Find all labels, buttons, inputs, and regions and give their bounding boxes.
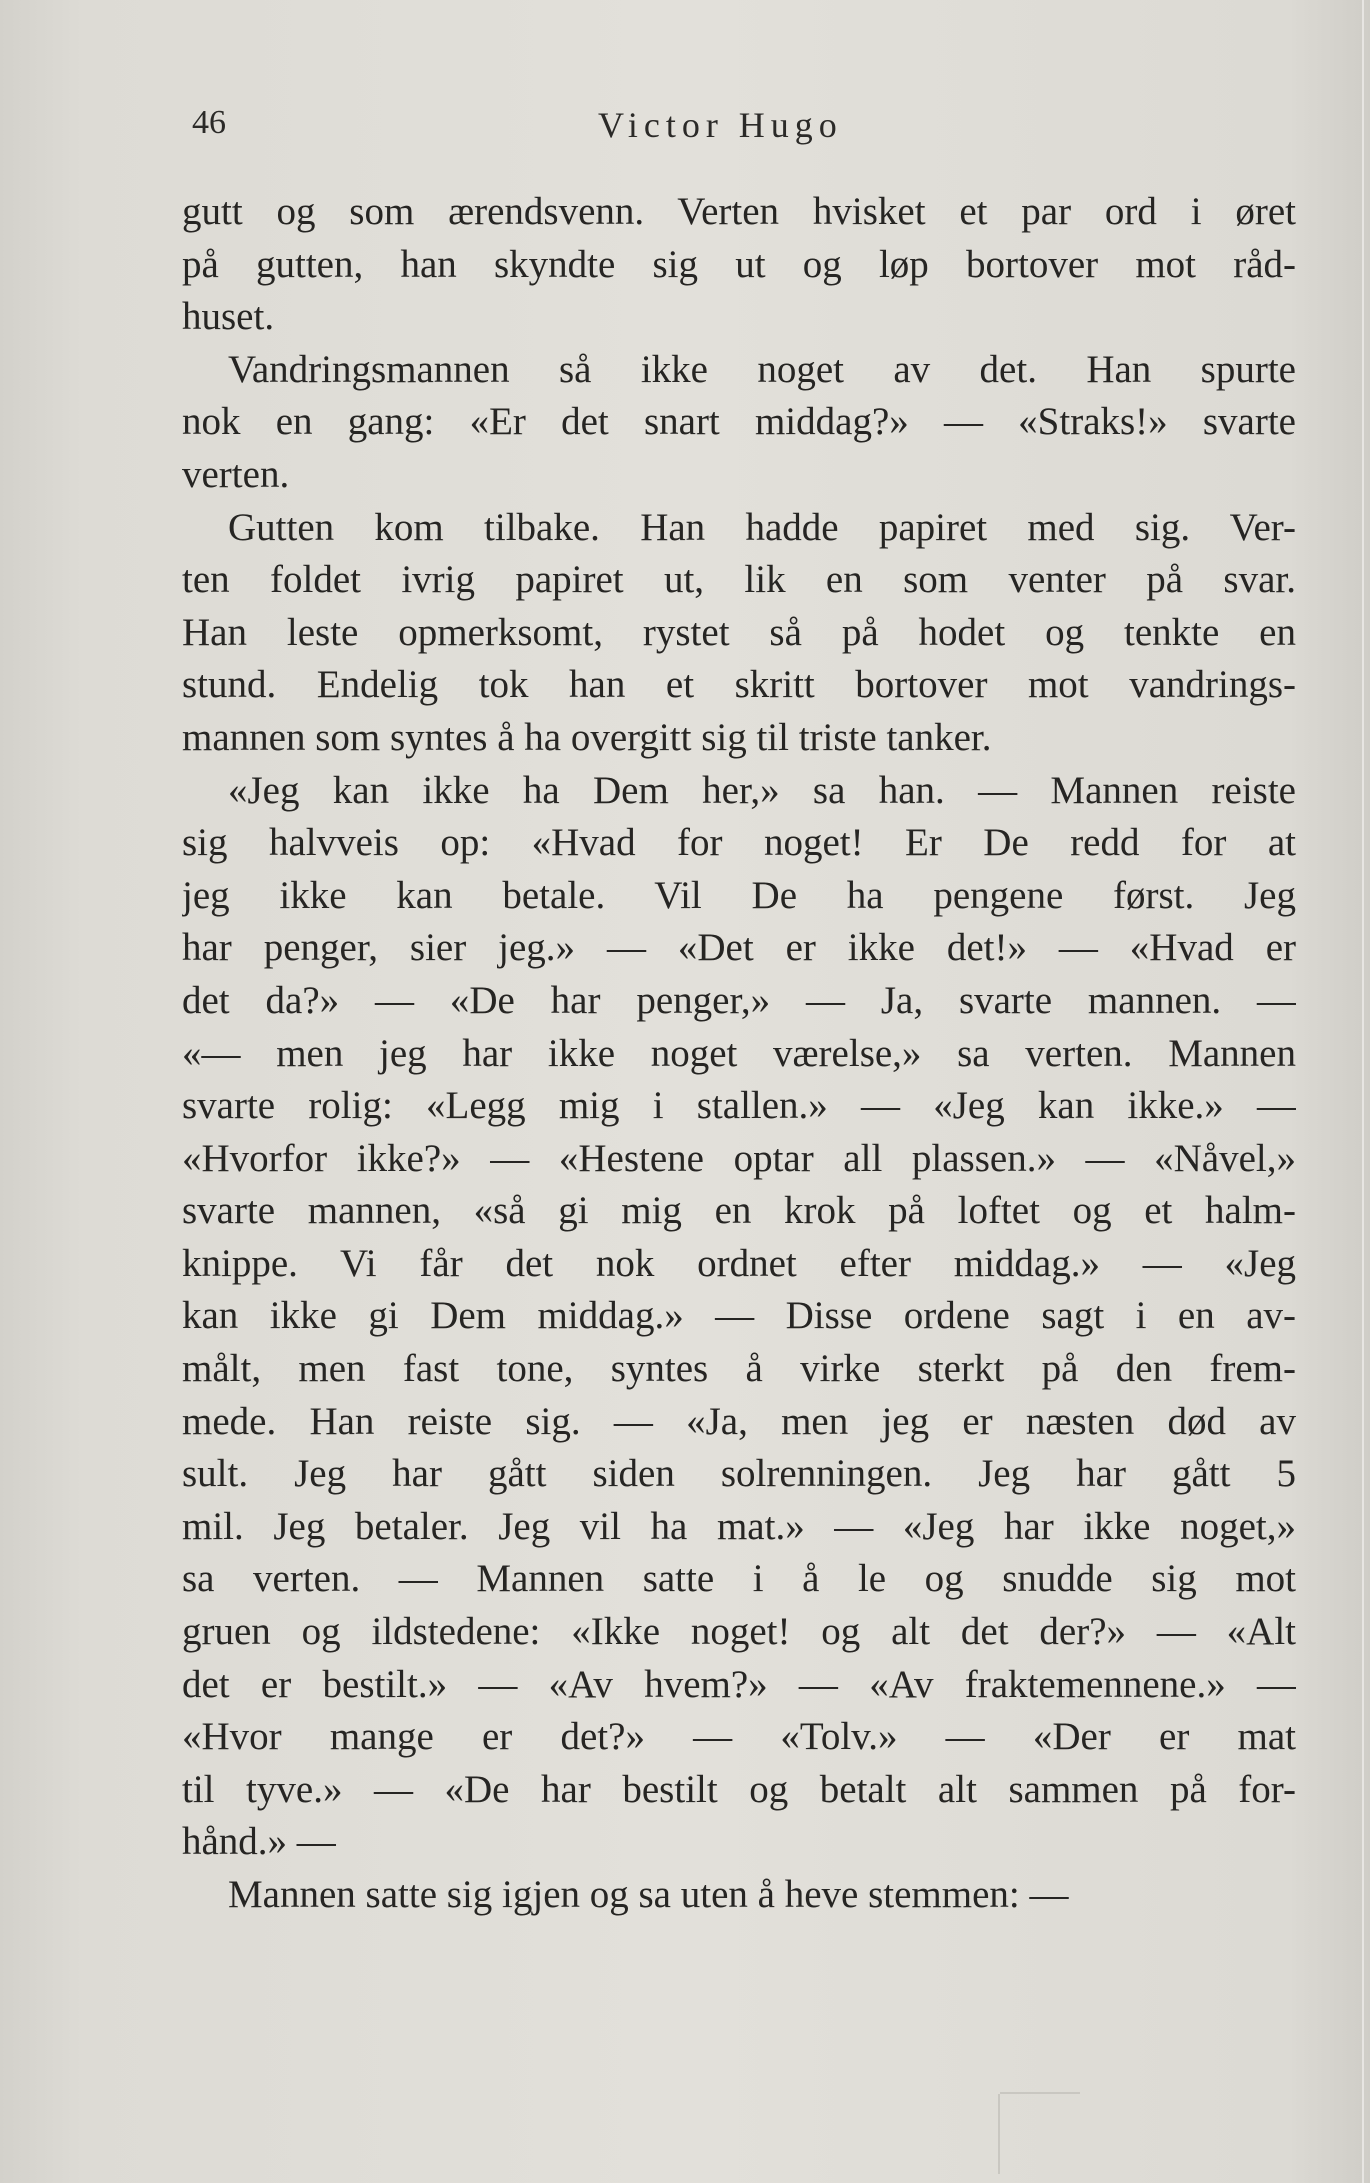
page-edge (1362, 0, 1364, 2183)
text-line: til tyve.» — «De har bestilt og betalt alt sammen på for- (182, 1767, 1296, 1811)
scan-artifact (1000, 2092, 1080, 2094)
text-line: «Hvorfor ikke?» — «Hestene optar all plassen.» — «Nåvel,» (182, 1136, 1296, 1180)
text-line: sult. Jeg har gått siden solrenningen. Jeg har gått 5 (182, 1452, 1296, 1496)
body-text (182, 186, 1296, 1922)
text-line: kan ikke gi Dem middag.» — Disse ordene sagt i en av- (182, 1294, 1296, 1338)
text-line: Gutten kom tilbake. Han hadde papiret med sig. Ver- (228, 505, 1296, 549)
text-line: på gutten, han skyndte sig ut og løp bortover mot råd- (182, 242, 1296, 286)
text-line: «Jeg kan ikke ha Dem her,» sa han. — Mannen reiste (228, 768, 1296, 812)
running-title: Victor Hugo (598, 105, 843, 145)
text-line: det da?» — «De har penger,» — Ja, svarte mannen. — (182, 978, 1296, 1022)
text-line: stund. Endelig tok han et skritt bortover mot vandrings- (182, 663, 1296, 707)
text-line: mannen som syntes å ha overgitt sig til triste tanker. (182, 715, 992, 759)
text-line: jeg ikke kan betale. Vil De ha pengene først. Jeg (182, 873, 1296, 917)
text-line: huset. (182, 295, 275, 339)
text-line: Han leste opmerksomt, rystet så på hodet og tenkte en (182, 610, 1296, 654)
text-line: gruen og ildstedene: «Ikke noget! og alt det der?» — «Alt (182, 1610, 1296, 1654)
text-line: ten foldet ivrig papiret ut, lik en som venter på svar. (182, 558, 1296, 602)
text-line: mede. Han reiste sig. — «Ja, men jeg er næsten død av (182, 1399, 1296, 1443)
text-line: sig halvveis op: «Hvad for noget! Er De redd for at (182, 821, 1296, 865)
text-line: har penger, sier jeg.» — «Det er ikke det!» — «Hvad er (182, 926, 1296, 970)
text-line: målt, men fast tone, syntes å virke sterkt på den frem- (182, 1347, 1296, 1391)
scan-artifact (998, 2094, 1000, 2174)
page-number: 46 (192, 104, 226, 141)
text-line: Vandringsmannen så ikke noget av det. Han spurte (228, 347, 1296, 391)
text-line: svarte rolig: «Legg mig i stallen.» — «Jeg kan ikke.» — (182, 1084, 1296, 1128)
text-line: nok en gang: «Er det snart middag?» — «Straks!» svarte (182, 400, 1296, 444)
text-line: gutt og som ærendsvenn. Verten hvisket et par ord i øret (182, 190, 1296, 233)
running-head (0, 104, 1370, 154)
text-line: sa verten. — Mannen satte i å le og snudde sig mot (182, 1557, 1296, 1601)
text-line: knippe. Vi får det nok ordnet efter middag.» — «Jeg (182, 1241, 1296, 1285)
text-line: hånd.» — (182, 1820, 336, 1864)
text-line: verten. (182, 452, 290, 496)
text-line: «— men jeg har ikke noget værelse,» sa verten. Mannen (182, 1031, 1296, 1075)
text-line: mil. Jeg betaler. Jeg vil ha mat.» — «Jeg har ikke noget,» (182, 1504, 1296, 1548)
text-line: «Hvor mange er det?» — «Tolv.» — «Der er mat (182, 1715, 1296, 1759)
text-line: svarte mannen, «så gi mig en krok på loftet og et halm- (182, 1189, 1296, 1233)
text-line: det er bestilt.» — «Av hvem?» — «Av fraktemennene.» — (182, 1662, 1296, 1706)
text-line: Mannen satte sig igjen og sa uten å heve stemmen: — (228, 1873, 1069, 1916)
